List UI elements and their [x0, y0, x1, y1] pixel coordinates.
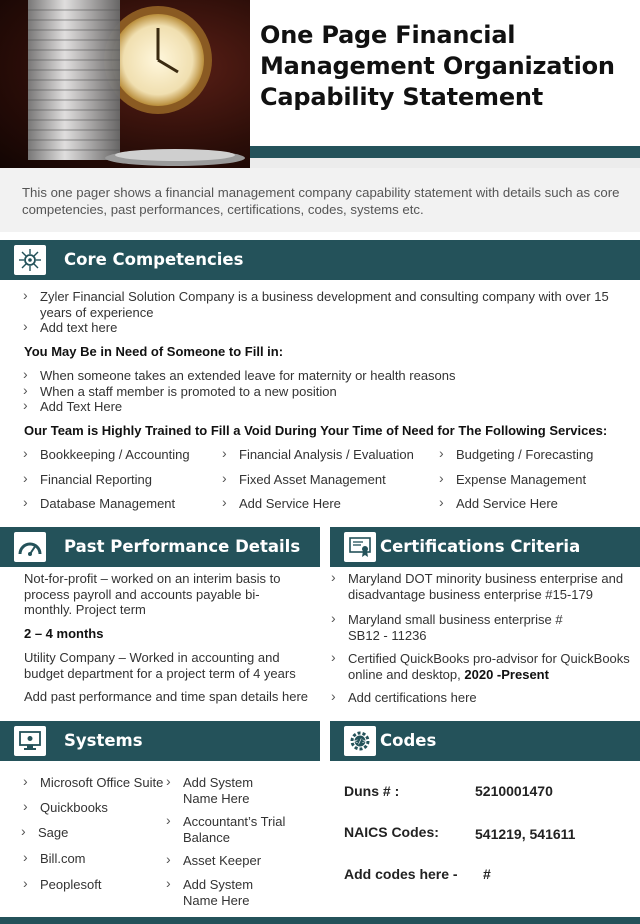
- certifications-title: Certifications Criteria: [380, 537, 581, 556]
- service-item: › Budgeting / Forecasting: [456, 447, 593, 463]
- systems-title: Systems: [64, 731, 143, 750]
- service-item: › Add Service Here: [239, 496, 341, 512]
- past-performance-title: Past Performance Details: [64, 537, 301, 556]
- system-item: › Sage: [38, 825, 68, 841]
- hero-photo: [0, 0, 250, 168]
- coins-clock-photo: [0, 0, 250, 168]
- cert-item: › Add certifications here: [348, 690, 633, 706]
- code-label: Add codes here -: [344, 866, 458, 882]
- intro-text: This one pager shows a financial management company capability statement with details such as core competencies, past performances, certifications, codes, systems etc.: [22, 185, 620, 217]
- service-item: › Fixed Asset Management: [239, 472, 386, 488]
- code-value: 541219, 541611: [475, 826, 576, 842]
- computer-icon: [14, 726, 46, 756]
- certificate-icon: [344, 532, 376, 562]
- service-item: › Bookkeeping / Accounting: [40, 447, 190, 463]
- system-item: › Peoplesoft: [40, 877, 101, 893]
- cert-item: › Maryland DOT minority business enterprise and disadvantage business enterprise #15-179: [348, 571, 633, 602]
- code-gear-icon: [344, 726, 376, 756]
- need-bullet-2: › When a staff member is promoted to a new position: [40, 384, 615, 400]
- past-term: 2 – 4 months: [24, 626, 104, 641]
- need-bullet-3: › Add Text Here: [40, 399, 615, 415]
- service-item: › Database Management: [40, 496, 175, 512]
- code-value: 5210001470: [475, 783, 553, 799]
- system-item: › Quickbooks: [40, 800, 108, 816]
- past-item-3: Add past performance and time span details here: [24, 689, 309, 704]
- code-value: #: [483, 866, 491, 882]
- systems-header: [0, 721, 320, 761]
- title-accent-bar: [250, 146, 640, 158]
- service-item: › Financial Analysis / Evaluation: [239, 447, 414, 463]
- core-competencies-title: Core Competencies: [64, 250, 244, 269]
- core-bullet-1: › Zyler Financial Solution Company is a business development and consulting company with over 15 years of experience: [40, 289, 615, 320]
- system-item: › Add System Name Here: [183, 775, 283, 806]
- code-label: NAICS Codes:: [344, 824, 439, 840]
- svg-text:</>: </>: [353, 737, 367, 746]
- cert-item: [348, 651, 638, 682]
- code-label: Duns # :: [344, 783, 400, 799]
- codes-title: Codes: [380, 731, 437, 750]
- network-icon: [14, 245, 46, 275]
- past-item-2: Utility Company – Worked in accounting and budget department for a project term of 4 years: [24, 650, 296, 681]
- past-item-1: Not-for-profit – worked on an interim basis to process payroll and accounts payable bi-monthly. Project term: [24, 571, 281, 617]
- footer-bar: [0, 917, 640, 924]
- system-item: › Asset Keeper: [183, 853, 261, 869]
- cert-item: › Maryland small business enterprise # SB12 - 11236: [348, 612, 588, 643]
- past-performance-header: [0, 527, 320, 567]
- system-item: › Microsoft Office Suite: [40, 775, 163, 791]
- cert-item-text: Certified QuickBooks pro-advisor for QuickBooks online and desktop,: [348, 651, 630, 682]
- need-heading: You May Be in Need of Someone to Fill in:: [24, 344, 284, 359]
- service-item: › Add Service Here: [456, 496, 558, 512]
- page-title: One Page Financial Management Organization Capability Statement: [260, 21, 615, 111]
- need-bullet-1: › When someone takes an extended leave for maternity or health reasons: [40, 368, 615, 384]
- title-light-bar: [250, 158, 640, 168]
- system-item: › Add System Name Here: [183, 877, 283, 908]
- services-heading: Our Team is Highly Trained to Fill a Void During Your Time of Need for The Following Services:: [24, 423, 608, 438]
- service-item: › Expense Management: [456, 472, 586, 488]
- cert-item-date: 2020 -Present: [464, 666, 549, 682]
- service-item: › Financial Reporting: [40, 472, 152, 488]
- core-bullet-2: › Add text here: [40, 320, 615, 336]
- core-competencies-header: [0, 240, 640, 280]
- speedometer-icon: [14, 532, 46, 562]
- system-item: › Accountant’s Trial Balance: [183, 814, 298, 845]
- system-item: › Bill.com: [40, 851, 86, 867]
- codes-header: [330, 721, 640, 761]
- certifications-header: [330, 527, 640, 567]
